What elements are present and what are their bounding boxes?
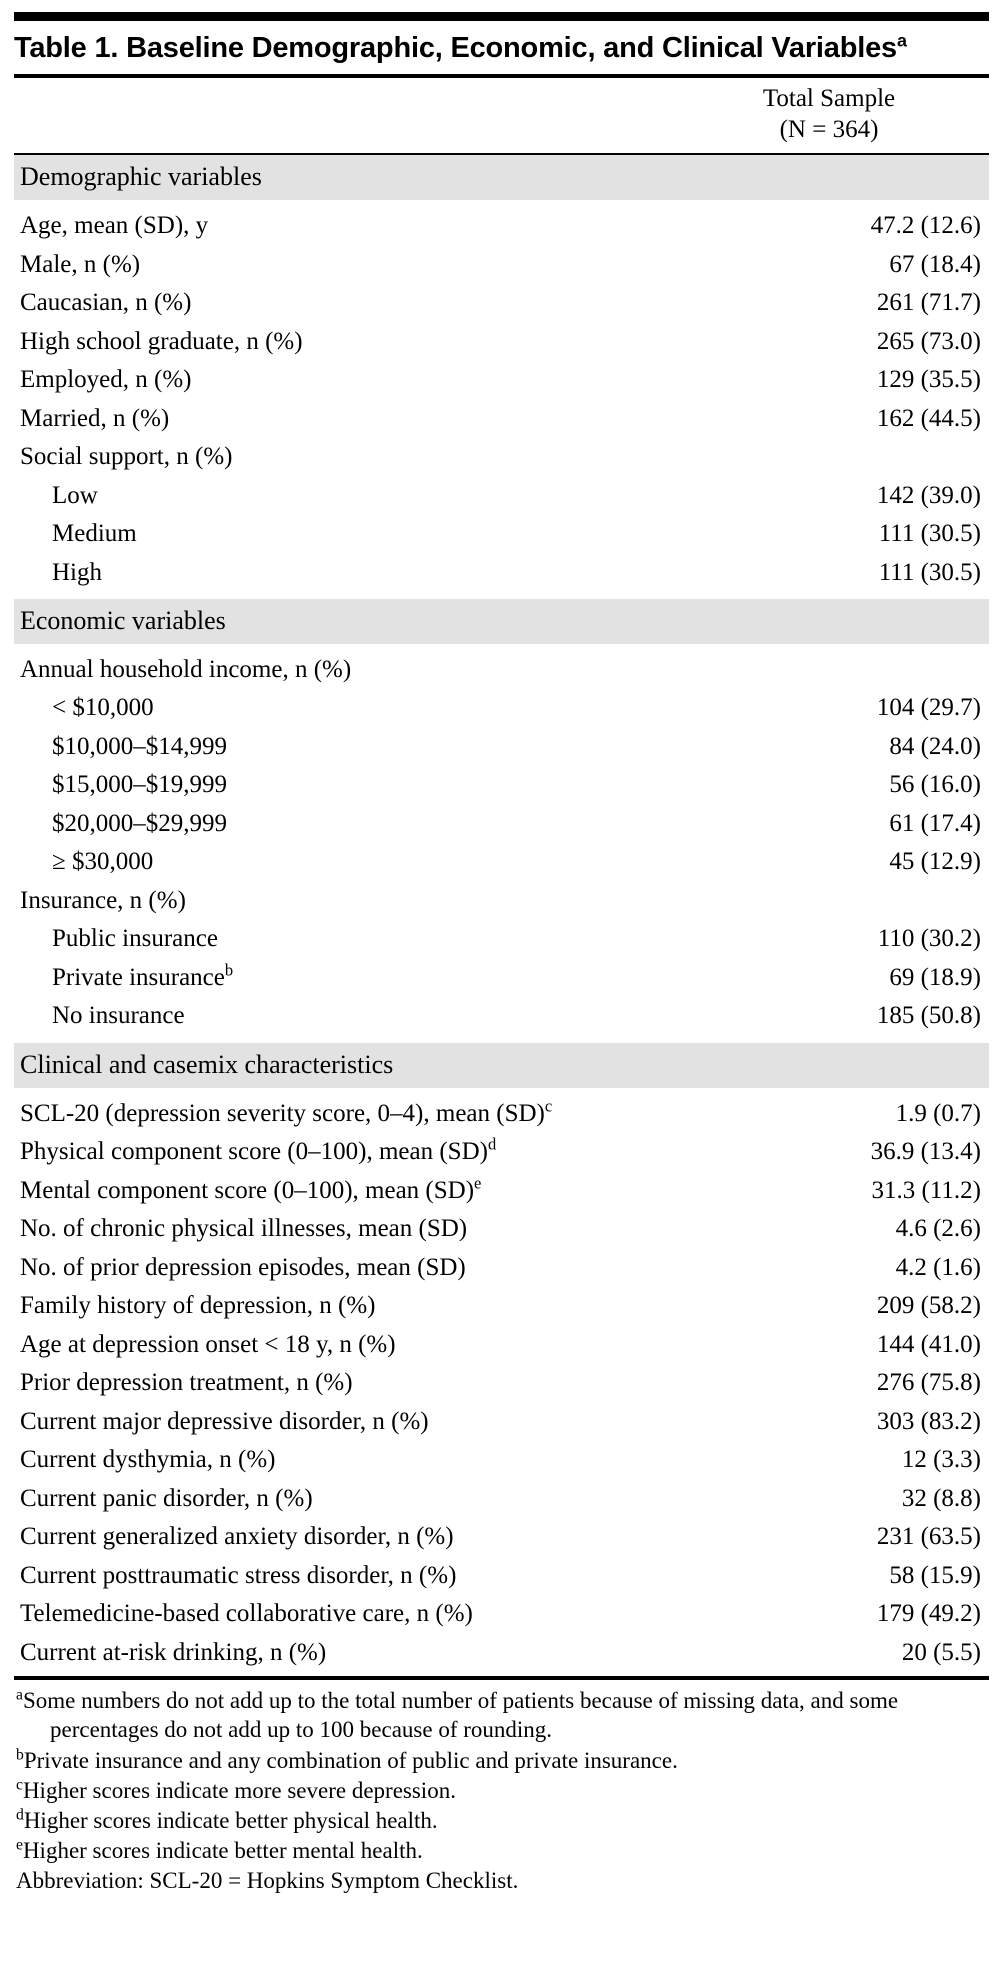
section-header-row [14,155,989,200]
table-row [14,959,989,998]
spacer-cell [677,1036,989,1043]
table-title [14,31,989,66]
row-label: No. of chronic physical illnesses, mean (SD) [20,1215,468,1243]
row-footnote-marker: e [474,1173,482,1193]
table-row [14,882,989,921]
table-content [14,155,989,1672]
data-table [14,78,989,153]
section-header-label: Clinical and casemix characteristics [14,1043,989,1088]
table-rows [14,155,989,1672]
table-row [14,997,989,1036]
table-row [14,920,989,959]
section-spacer [14,1036,989,1043]
table-footnotes [14,1686,989,1895]
row-label: Public insurance [52,925,218,953]
spacer-cell [677,592,989,599]
table-row [14,651,989,690]
row-label: Male, n (%) [20,250,141,278]
table-row [14,554,989,593]
footnote-marker: a [16,1686,23,1704]
table-row [14,1441,989,1480]
row-value: 45 (12.9) [889,848,981,876]
table-row [14,1249,989,1288]
row-label: Annual household income, n (%) [20,655,352,683]
row-value [677,651,989,690]
row-label: $15,000–$19,999 [52,771,227,799]
row-label: Age, mean (SD), y [20,212,209,240]
row-value: 185 (50.8) [876,1002,981,1030]
row-value: 67 (18.4) [889,250,981,278]
section-spacer [14,644,989,651]
table-row [14,689,989,728]
column-header-total-sample [677,78,989,153]
row-label: Employed, n (%) [20,366,192,394]
table-row [14,515,989,554]
abbreviation-note: Abbreviation: SCL-20 = Hopkins Symptom Checklist. [16,1868,519,1894]
column-header-row [14,78,989,153]
section-spacer [14,1088,989,1095]
row-value: 111 (30.5) [878,558,981,586]
spacer-cell [677,200,989,207]
table-row [14,1364,989,1403]
footnote-text: Private insurance and any combination of public and private insurance. [23,1747,678,1773]
row-value: 84 (24.0) [889,732,981,760]
section-spacer [14,200,989,207]
row-value: 129 (35.5) [876,366,981,394]
spacer-cell [14,1088,677,1095]
footnote-marker: e [16,1836,23,1854]
row-label: Telemedicine-based collaborative care, n (%) [20,1600,473,1628]
section-header-row [14,1043,989,1088]
row-label: ≥ $30,000 [52,848,154,876]
table-row [14,207,989,246]
row-value: 303 (83.2) [876,1407,981,1435]
footnote-item [16,1686,989,1744]
table-row [14,1287,989,1326]
table-row [14,1326,989,1365]
row-label: Age at depression onset < 18 y, n (%) [20,1330,396,1358]
row-label: Mental component score (0–100), mean (SD)$^e$ [20,1173,482,1204]
table-body [14,78,989,153]
table-row [14,766,989,805]
row-value: 162 (44.5) [876,404,981,432]
section-header-label: Economic variables [14,599,989,644]
row-footnote-marker: b [224,960,234,980]
spacer-cell [677,644,989,651]
row-label: Medium [52,520,137,548]
row-label: Current posttraumatic stress disorder, n (%) [20,1561,457,1589]
row-value: 231 (63.5) [876,1523,981,1551]
section-spacer [14,592,989,599]
table-top-rule [14,12,989,21]
table-bottom-rule [14,1676,989,1680]
table-row [14,323,989,362]
table-row [14,1403,989,1442]
row-label: $10,000–$14,999 [52,732,227,760]
row-value: 4.6 (2.6) [895,1215,981,1243]
footnote-item [16,1836,989,1865]
row-value: 47.2 (12.6) [870,212,981,240]
row-value: 58 (15.9) [889,1561,981,1589]
table-row [14,1133,989,1172]
row-value [677,882,989,921]
row-value: 32 (8.8) [901,1484,981,1512]
row-label: Current at-risk drinking, n (%) [20,1638,327,1666]
row-label: Low [52,481,98,509]
row-value: 261 (71.7) [876,289,981,317]
table-row [14,805,989,844]
row-value: 104 (29.7) [876,694,981,722]
row-footnote-marker: c [544,1096,553,1116]
row-label: No insurance [52,1002,185,1030]
row-value: 209 (58.2) [876,1292,981,1320]
table-row [14,477,989,516]
row-label: Current panic disorder, n (%) [20,1484,313,1512]
row-value: 12 (3.3) [901,1446,981,1474]
row-value: 111 (30.5) [878,520,981,548]
row-label: Caucasian, n (%) [20,289,192,317]
row-value: 69 (18.9) [889,963,981,991]
section-header-row [14,599,989,644]
row-label: High school graduate, n (%) [20,327,303,355]
column-header-line1: Total Sample [762,85,896,113]
row-value: 1.9 (0.7) [895,1099,981,1127]
table-row [14,246,989,285]
row-label: No. of prior depression episodes, mean (SD) [20,1253,466,1281]
row-label: High [52,558,102,586]
spacer-cell [14,200,677,207]
table-row [14,1634,989,1673]
footnote-marker: d [16,1806,24,1824]
row-value: 142 (39.0) [876,481,981,509]
row-label: Insurance, n (%) [20,886,186,914]
column-header-line2: (N = 364) [779,115,879,143]
spacer-cell [677,1088,989,1095]
footnote-text: Some numbers do not add up to the total number of patients because of missing data, and some percentages do not add up to 100 because of rounding. [22,1688,899,1743]
row-value: 179 (49.2) [876,1600,981,1628]
table-row [14,1095,989,1134]
table-title-text: Table 1. Baseline Demographic, Economic, and Clinical Variables [14,32,897,64]
row-value: 61 (17.4) [889,809,981,837]
row-value: 20 (5.5) [901,1638,981,1666]
table-row [14,361,989,400]
spacer-cell [14,592,677,599]
table-row [14,1210,989,1249]
table-page [0,12,1003,1907]
footnote-text: Higher scores indicate better physical health. [23,1808,438,1834]
row-value [677,438,989,477]
footnote-item [16,1746,989,1775]
footnote-text: Higher scores indicate more severe depression. [22,1777,456,1803]
row-value: 110 (30.2) [877,925,981,953]
row-value: 56 (16.0) [889,771,981,799]
row-label: Married, n (%) [20,404,170,432]
column-header-blank [14,78,677,153]
table-title-footnote-marker: a [896,30,907,51]
row-label: Family history of depression, n (%) [20,1292,376,1320]
table-row [14,1480,989,1519]
table-row [14,1557,989,1596]
row-label: < $10,000 [52,694,154,722]
footnote-marker: c [16,1776,23,1794]
row-label: SCL-20 (depression severity score, 0–4), mean (SD)$^c$ [20,1096,553,1127]
row-value: 31.3 (11.2) [871,1176,981,1204]
footnote-item [16,1806,989,1835]
table-row [14,1172,989,1211]
footnote-item [16,1776,989,1805]
table-row [14,400,989,439]
row-label: Physical component score (0–100), mean (SD)$^d$ [20,1134,497,1166]
row-label: Social support, n (%) [20,443,233,471]
row-label: Private insurance$^b$ [52,960,234,991]
table-row [14,728,989,767]
row-value: 4.2 (1.6) [895,1253,981,1281]
row-label: Current generalized anxiety disorder, n (%) [20,1523,454,1551]
row-value: 265 (73.0) [876,327,981,355]
table-row [14,284,989,323]
row-label: $20,000–$29,999 [52,809,227,837]
section-header-label: Demographic variables [14,155,989,200]
row-footnote-marker: d [487,1134,497,1154]
row-value: 36.9 (13.4) [870,1138,981,1166]
row-label: Current major depressive disorder, n (%) [20,1407,429,1435]
row-value: 144 (41.0) [876,1330,981,1358]
table-row [14,843,989,882]
spacer-cell [14,1036,677,1043]
row-label: Current dysthymia, n (%) [20,1446,276,1474]
row-value: 276 (75.8) [876,1369,981,1397]
spacer-cell [14,644,677,651]
row-label: Prior depression treatment, n (%) [20,1369,353,1397]
table-row [14,438,989,477]
table-row [14,1595,989,1634]
table-row [14,1518,989,1557]
footnote-marker: b [16,1746,24,1764]
footnote-text: Higher scores indicate better mental health. [22,1838,423,1864]
